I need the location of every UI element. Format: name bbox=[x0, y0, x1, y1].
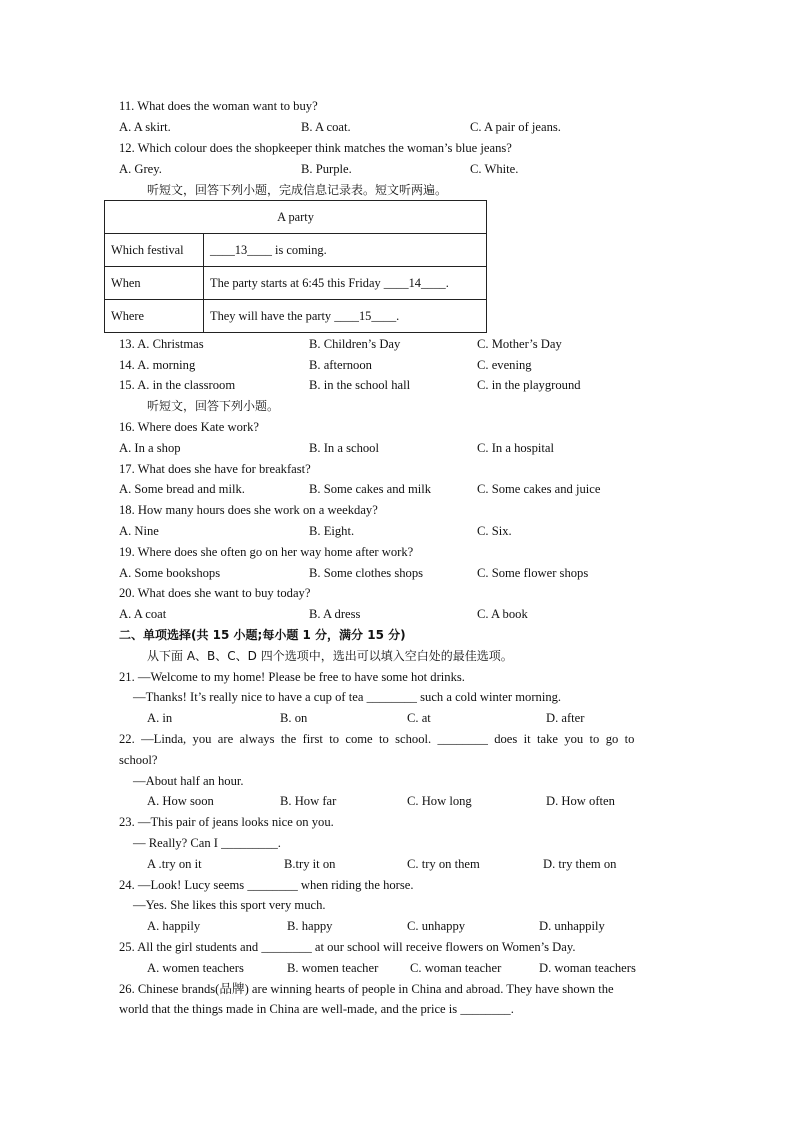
q18-option-b: B. Eight. bbox=[309, 524, 355, 538]
q12-stem: 12. Which colour does the shopkeeper think matches the woman’s blue jeans? bbox=[119, 141, 512, 155]
table-row-label: When bbox=[105, 267, 204, 300]
table-row bbox=[105, 300, 487, 333]
q21-option-a: A. in bbox=[147, 711, 173, 725]
q22-option-a: A. How soon bbox=[147, 794, 214, 808]
q23-option-b: B.try it on bbox=[284, 857, 336, 871]
q14-option-a: 14. A. morning bbox=[119, 358, 196, 372]
q12-option-a: A. Grey. bbox=[119, 162, 162, 176]
listening-instruction-1: 听短文，回答下列小题，完成信息记录表。短文听两遍。 bbox=[147, 183, 448, 197]
q22-line-1b: school? bbox=[119, 753, 158, 767]
q23-option-a: A .try on it bbox=[147, 857, 202, 871]
q22-line-1: 22. —Linda, you are always the first to come to school. ________ does it take you to go to bbox=[119, 732, 635, 746]
section-2-title: 二、单项选择(共 15 小题;每小题 1 分，满分 15 分) bbox=[119, 628, 406, 642]
q18-option-a: A. Nine bbox=[119, 524, 159, 538]
q21-option-d: D. after bbox=[546, 711, 585, 725]
section-2-instruction: 从下面 A、B、C、D 四个选项中，选出可以填入空白处的最佳选项。 bbox=[147, 649, 513, 663]
q19-option-b: B. Some clothes shops bbox=[309, 566, 424, 580]
q11-option-a: A. A skirt. bbox=[119, 120, 171, 134]
q16-option-a: A. In a shop bbox=[119, 441, 181, 455]
q25-line-1: 25. All the girl students and ________ at our school will receive flowers on Women’s Day. bbox=[119, 940, 576, 954]
table-row-label: Which festival bbox=[105, 234, 204, 267]
q24-option-b: B. happy bbox=[287, 919, 333, 933]
q22-line-2: —About half an hour. bbox=[133, 774, 244, 788]
q26-line-1: 26. Chinese brands(品牌) are winning hearts of people in China and abroad. They have shown the bbox=[119, 982, 614, 996]
q16-stem: 16. Where does Kate work? bbox=[119, 420, 259, 434]
q14-option-c: C. evening bbox=[477, 358, 532, 372]
q19-option-c: C. Some flower shops bbox=[477, 566, 589, 580]
q14-option-b: B. afternoon bbox=[309, 358, 372, 372]
table-row bbox=[105, 234, 487, 267]
q20-stem: 20. What does she want to buy today? bbox=[119, 586, 311, 600]
q17-stem: 17. What does she have for breakfast? bbox=[119, 462, 311, 476]
q21-option-b: B. on bbox=[280, 711, 308, 725]
q18-option-c: C. Six. bbox=[477, 524, 512, 538]
q15-option-c: C. in the playground bbox=[477, 378, 581, 392]
q24-option-c: C. unhappy bbox=[407, 919, 466, 933]
q13-option-a: 13. A. Christmas bbox=[119, 337, 204, 351]
q13-option-c: C. Mother’s Day bbox=[477, 337, 562, 351]
q19-option-a: A. Some bookshops bbox=[119, 566, 221, 580]
q11-stem: 11. What does the woman want to buy? bbox=[119, 99, 318, 113]
q15-option-b: B. in the school hall bbox=[309, 378, 411, 392]
q21-option-c: C. at bbox=[407, 711, 431, 725]
table-row bbox=[105, 267, 487, 300]
q24-option-d: D. unhappily bbox=[539, 919, 605, 933]
q22-option-c: C. How long bbox=[407, 794, 472, 808]
q24-line-2: —Yes. She likes this sport very much. bbox=[133, 898, 326, 912]
q11-option-c: C. A pair of jeans. bbox=[470, 120, 561, 134]
q20-option-b: B. A dress bbox=[309, 607, 361, 621]
q17-option-b: B. Some cakes and milk bbox=[309, 482, 432, 496]
q24-option-a: A. happily bbox=[147, 919, 201, 933]
q24-line-1: 24. —Look! Lucy seems ________ when riding the horse. bbox=[119, 878, 414, 892]
q13-option-b: B. Children’s Day bbox=[309, 337, 401, 351]
q16-option-c: C. In a hospital bbox=[477, 441, 554, 455]
q12-option-c: C. White. bbox=[470, 162, 519, 176]
listening-instruction-2: 听短文，回答下列小题。 bbox=[147, 399, 280, 413]
q23-option-c: C. try on them bbox=[407, 857, 480, 871]
q26-line-2: world that the things made in China are well-made, and the price is ________. bbox=[119, 1002, 514, 1016]
table-row-value: They will have the party ____15____. bbox=[204, 300, 487, 333]
table-row-value: The party starts at 6:45 this Friday ____14____. bbox=[204, 267, 487, 300]
q15-option-a: 15. A. in the classroom bbox=[119, 378, 236, 392]
q18-stem: 18. How many hours does she work on a weekday? bbox=[119, 503, 378, 517]
q21-line-2: —Thanks! It’s really nice to have a cup of tea ________ such a cold winter morning. bbox=[133, 690, 562, 704]
q25-option-d: D. woman teachers bbox=[539, 961, 636, 975]
q23-option-d: D. try them on bbox=[543, 857, 617, 871]
q22-option-b: B. How far bbox=[280, 794, 337, 808]
table-row-value: ____13____ is coming. bbox=[204, 234, 487, 267]
party-info-table bbox=[104, 200, 487, 333]
q19-stem: 19. Where does she often go on her way home after work? bbox=[119, 545, 414, 559]
q25-option-c: C. woman teacher bbox=[410, 961, 502, 975]
q20-option-a: A. A coat bbox=[119, 607, 167, 621]
q25-option-a: A. women teachers bbox=[147, 961, 244, 975]
q21-line-1: 21. —Welcome to my home! Please be free to have some hot drinks. bbox=[119, 670, 465, 684]
q23-line-2: — Really? Can I _________. bbox=[133, 836, 281, 850]
q11-option-b: B. A coat. bbox=[301, 120, 351, 134]
q25-option-b: B. women teacher bbox=[287, 961, 379, 975]
q20-option-c: C. A book bbox=[477, 607, 528, 621]
table-title: A party bbox=[105, 201, 487, 234]
q17-option-a: A. Some bread and milk. bbox=[119, 482, 245, 496]
q16-option-b: B. In a school bbox=[309, 441, 379, 455]
q23-line-1: 23. —This pair of jeans looks nice on you. bbox=[119, 815, 334, 829]
table-row-label: Where bbox=[105, 300, 204, 333]
q17-option-c: C. Some cakes and juice bbox=[477, 482, 601, 496]
q22-option-d: D. How often bbox=[546, 794, 615, 808]
q12-option-b: B. Purple. bbox=[301, 162, 352, 176]
